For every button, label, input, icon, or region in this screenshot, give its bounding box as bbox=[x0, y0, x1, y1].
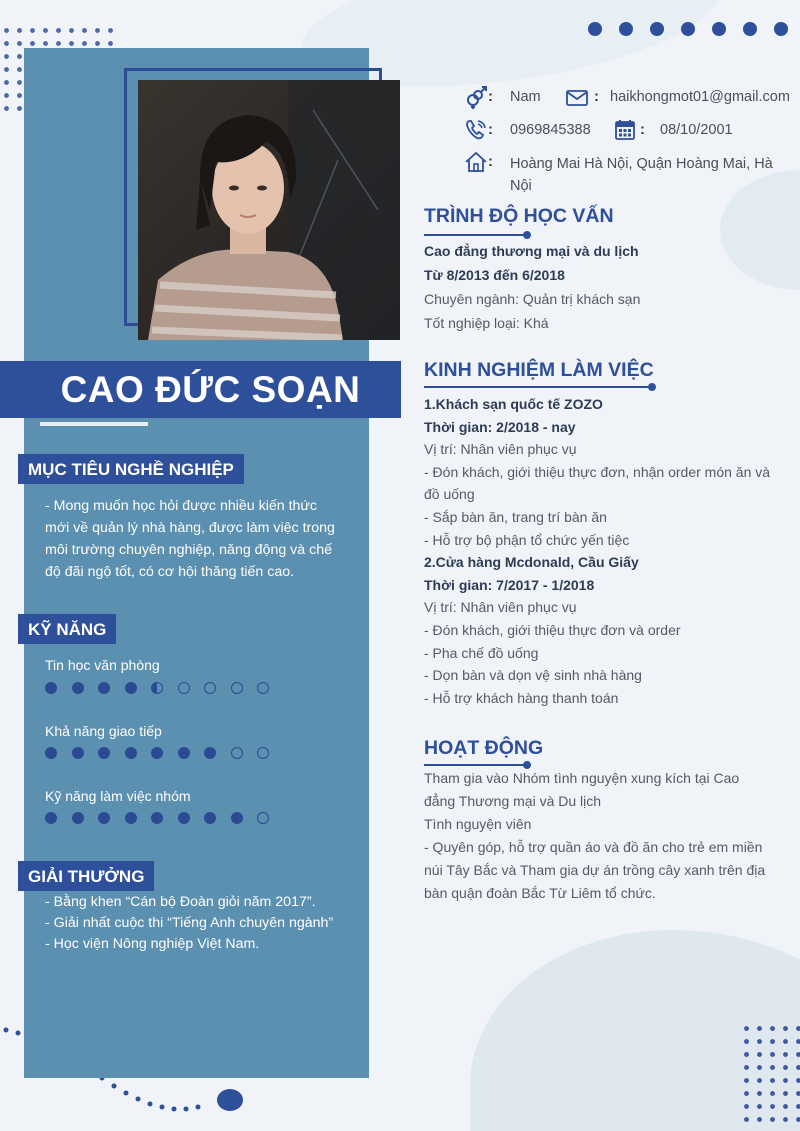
skill-rating bbox=[45, 812, 269, 824]
profile-photo bbox=[138, 80, 400, 340]
skill-label: Kỹ năng làm việc nhóm bbox=[45, 788, 191, 804]
phone-icon bbox=[464, 118, 488, 142]
awards-heading: GIẢI THƯỞNG bbox=[18, 861, 154, 891]
skill-label: Khả năng giao tiếp bbox=[45, 723, 162, 739]
skill-rating bbox=[45, 682, 269, 694]
decorative-dot-grid bbox=[740, 1022, 800, 1122]
mail-icon bbox=[565, 86, 589, 110]
awards-text: - Bằng khen “Cán bộ Đoàn giỏi năm 2017”. - Giải nhất cuộc thi “Tiếng Anh chuyên ngành” - Học viện Nông nghiệp Việt Nam. bbox=[45, 894, 334, 952]
name-underline bbox=[40, 422, 148, 426]
phone-value: 0969845388 bbox=[510, 122, 591, 138]
education-details: Cao đẳng thương mại và du lịch Từ 8/2013 đến 6/2018 Chuyên ngành: Quản trị khách sạn Tốt nghiệp loại: Khá bbox=[424, 243, 641, 331]
heading-underline bbox=[424, 234, 527, 236]
activities-details: Tham gia vào Nhóm tình nguyện xung kích tại Cao đẳng Thương mại và Du lịch Tình nguyện viên - Quyên góp, hỗ trợ quần áo và đồ ăn cho trẻ em miền núi Tây Bắc và Tham gia dự án trồng cây xanh trên địa bàn quận đoàn Bắc Từ Liêm tổ chức. bbox=[424, 770, 766, 901]
home-icon bbox=[464, 150, 488, 174]
gender-value: Nam bbox=[510, 89, 541, 105]
objective-text: - Mong muốn học hỏi được nhiều kiến thức mới về quản lý nhà hàng, được làm việc trong môi trường chuyên nghiệp, năng động và chế độ đãi ngộ tốt, có cơ hội thăng tiến cao. bbox=[45, 498, 335, 580]
decorative-dot-row bbox=[588, 22, 788, 36]
gender-icon bbox=[464, 86, 488, 110]
experience-details: 1.Khách sạn quốc tế ZOZO Thời gian: 2/2018 - nay Vị trí: Nhân viên phục vụ - Đón khách, giới thiệu thực đơn, nhận order món ăn và đồ uống - Sắp bàn ăn, trang trí bàn ăn - Hỗ trợ bộ phận tổ chức yến tiệc 2.Cửa hàng Mcdonald, Cầu Giấy Thời gian: 7/2017 - 1/2018 Vị trí: Nhân viên phục vụ - Đón khách, giới thiệu thực đơn và order - Pha chế đồ uống - Dọn bàn và dọn vệ sinh nhà hàng - Hỗ trợ khách hàng thanh toán bbox=[424, 396, 771, 706]
skill-rating bbox=[45, 747, 269, 759]
education-heading: TRÌNH ĐỘ HỌC VẤN bbox=[424, 205, 614, 227]
activities-heading: HOẠT ĐỘNG bbox=[424, 737, 544, 759]
email-value: haikhongmot01@gmail.com bbox=[610, 89, 790, 105]
heading-underline bbox=[424, 764, 527, 766]
skills-heading: KỸ NĂNG bbox=[18, 614, 116, 644]
skill-label: Tin học văn phòng bbox=[45, 657, 160, 673]
objective-heading: MỤC TIÊU NGHỀ NGHIỆP bbox=[18, 454, 244, 484]
experience-heading: KINH NGHIỆM LÀM VIỆC bbox=[424, 359, 654, 381]
birthday-value: 08/10/2001 bbox=[660, 122, 733, 138]
address-value: Hoàng Mai Hà Nội, Quận Hoàng Mai, Hà Nội bbox=[510, 156, 773, 194]
calendar-icon bbox=[613, 118, 637, 142]
heading-underline bbox=[424, 386, 652, 388]
full-name: CAO ĐỨC SOẠN bbox=[60, 369, 361, 410]
